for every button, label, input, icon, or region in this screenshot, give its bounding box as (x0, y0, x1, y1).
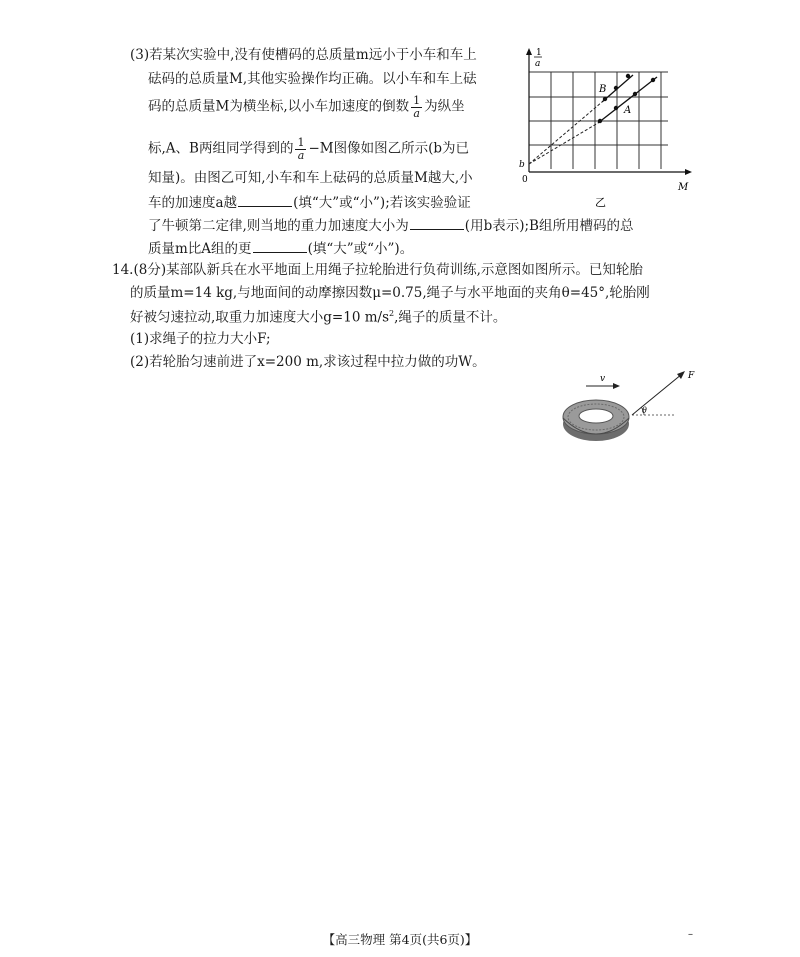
force-label: F (688, 371, 695, 381)
q14-line3-text-a: 好被匀速拉动,取重力加速度大小g=10 m/s (130, 309, 389, 326)
line-B-label: B (599, 84, 607, 95)
q13-line3-text-a: 码的总质量M为横坐标,以小车加速度的倒数 (148, 98, 410, 115)
q13-line7 (148, 218, 633, 234)
q13-line8 (148, 241, 413, 257)
x-label-M: M (678, 182, 689, 193)
q14-line3-text-b: ,绳子的质量不计。 (394, 309, 507, 326)
q13-line8-text-b: (填“大”或“小”)。 (307, 241, 414, 257)
force-rope (632, 374, 682, 415)
q13-line7-text-b: (用b表示);B组所用槽码的总 (464, 218, 634, 234)
x-axis-arrow (685, 169, 692, 175)
q14-line3 (130, 310, 506, 325)
answer-blank-2[interactable] (410, 218, 464, 230)
origin-label: 0 (522, 175, 528, 185)
q13-line3 (148, 95, 465, 119)
velocity-arrowhead (613, 383, 620, 389)
line-A-dashed (529, 123, 598, 164)
q13-line4-text-b: −M图像如图乙所示(b为已 (308, 140, 470, 157)
answer-blank-3[interactable] (253, 241, 307, 253)
q14-line2: 的质量m=14 kg,与地面间的动摩擦因数μ=0.75,绳子与水平地面的夹角θ=45°,轮胎刚 (130, 285, 650, 301)
y-label-den: a (535, 59, 541, 69)
q13-line4-text-a: 标,A、B两组同学得到的 (148, 140, 294, 157)
tire-icon (563, 400, 629, 441)
tire-pulling-figure (558, 362, 708, 452)
q14-line1: 14.(8分)某部队新兵在水平地面上用绳子拉轮胎进行负荷训练,示意图如图所示。已知轮胎 (112, 262, 643, 278)
q13-line4 (148, 137, 469, 161)
q13-line7-text-a: 了牛顿第二定律,则当地的重力加速度大小为 (148, 218, 409, 234)
q13-line3-text-b: 为纵坐 (424, 98, 465, 115)
y-label-num: 1 (536, 48, 542, 58)
answer-blank-1[interactable] (238, 195, 292, 207)
velocity-label: v (600, 374, 606, 384)
page-footer: 【高三物理 第4页(共6页)】 (322, 932, 478, 947)
line-B-dashed (529, 102, 602, 164)
q13-line2: 砝码的总质量M,其他实验操作均正确。以小车和车上砝 (148, 71, 477, 87)
q13-line5: 知量)。由图乙可知,小车和车上砝码的总质量M越大,小 (148, 170, 473, 186)
corner-mark: – (688, 929, 693, 940)
intercept-b-label: b (519, 160, 525, 170)
inverse-a-fraction-2: $\frac{1}{a}$ (297, 136, 305, 162)
graph-caption: 乙 (595, 196, 606, 209)
q13-line1: (3)若某次实验中,没有使槽码的总质量m远小于小车和车上 (130, 47, 477, 63)
q14-subq1: (1)求绳子的拉力大小F; (130, 331, 271, 347)
line-A-label: A (624, 105, 632, 116)
q13-line6-text-a: 车的加速度a越 (148, 195, 238, 211)
y-axis-arrow (526, 48, 532, 55)
theta-label: θ (642, 406, 647, 415)
inverse-acceleration-graph (516, 42, 696, 212)
q14-subq2: (2)若轮胎匀速前进了x=200 m,求该过程中拉力做的功W。 (130, 354, 486, 370)
inverse-a-fraction: $\frac{1}{a}$ (413, 94, 421, 120)
q13-line8-text-a: 质量m比A组的更 (148, 241, 252, 257)
force-arrowhead (677, 371, 685, 379)
q13-line6 (148, 195, 471, 211)
q13-line6-text-b: (填“大”或“小”);若该实验验证 (293, 195, 471, 211)
q14-line3-sup: 2 (389, 309, 395, 318)
